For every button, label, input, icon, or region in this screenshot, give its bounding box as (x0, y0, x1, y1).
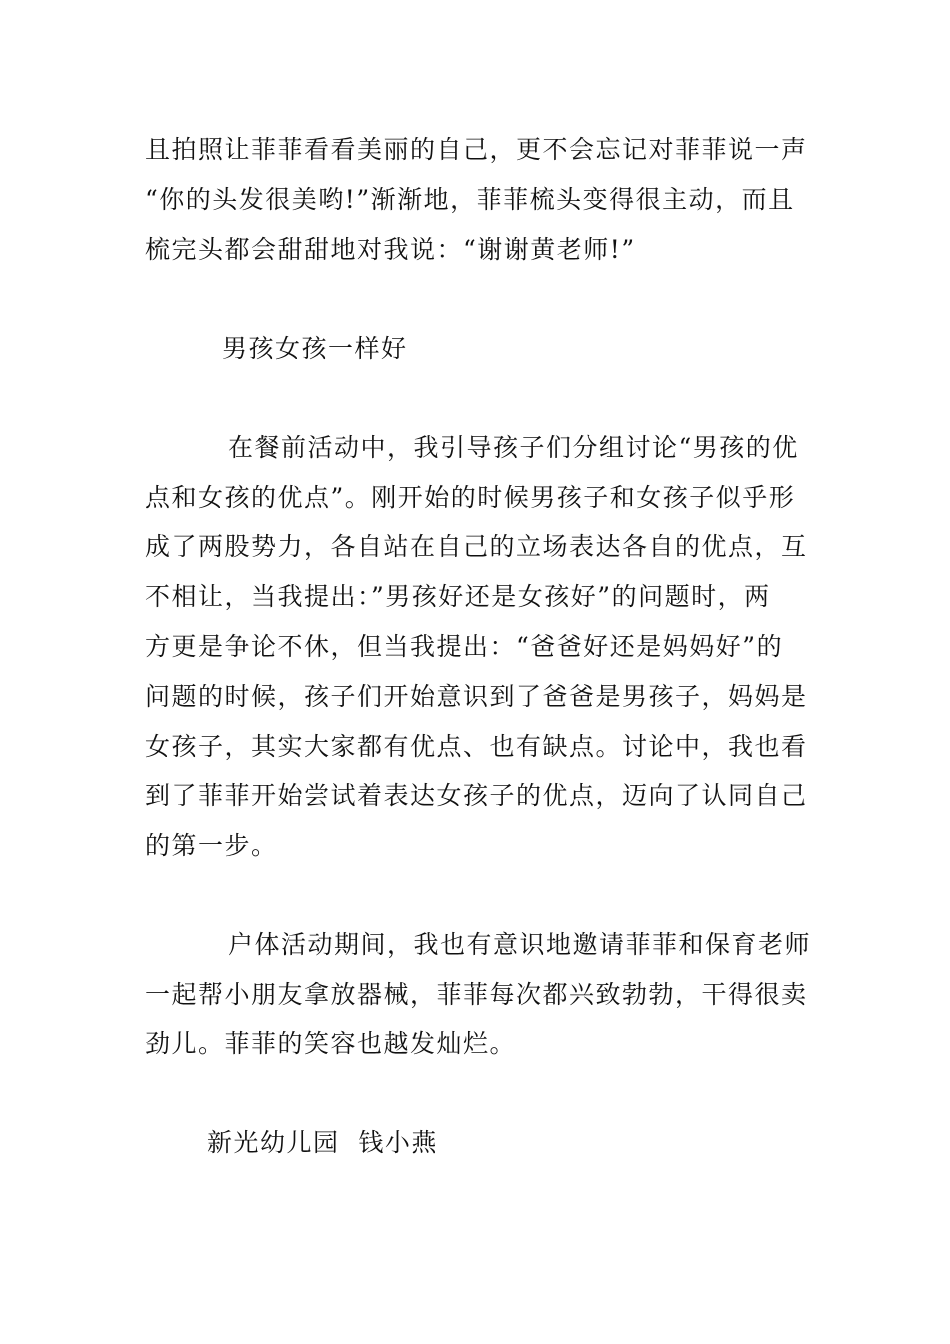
paragraph-line: 到了菲菲开始尝试着表达女孩子的优点，迈向了认同自己 (145, 781, 808, 810)
paragraph-line: 劲儿。菲菲的笑容也越发灿烂。 (145, 1029, 517, 1058)
paragraph-line: 点和女孩的优点”。刚开始的时候男孩子和女孩子似乎形 (145, 483, 796, 512)
paragraph-line: 且拍照让菲菲看看美丽的自己，更不会忘记对菲菲说一声 (145, 135, 808, 164)
paragraph-line: 方更是争论不休，但当我提出：“爸爸好还是妈妈好”的 (145, 632, 784, 661)
paragraph-line: 一起帮小朋友拿放器械，菲菲每次都兴致勃勃，干得很卖 (145, 980, 808, 1009)
paragraph-line: 问题的时候，孩子们开始意识到了爸爸是男孩子，妈妈是 (145, 682, 808, 711)
paragraph-line: 户体活动期间，我也有意识地邀请菲菲和保育老师 (228, 930, 812, 959)
paragraph-line: 在餐前活动中，我引导孩子们分组讨论“男孩的优 (228, 433, 799, 462)
paragraph-line: 不相让，当我提出：”男孩好还是女孩好”的问题时，两 (145, 582, 771, 611)
paragraph-line: “你的头发很美哟!”渐渐地，菲菲梳头变得很主动，而且 (145, 185, 795, 214)
signature: 新光幼儿园 钱小燕 (207, 1128, 438, 1157)
section-heading: 男孩女孩一样好 (222, 334, 408, 363)
paragraph-line: 梳完头都会甜甜地对我说：“谢谢黄老师!” (145, 235, 636, 264)
paragraph-line: 女孩子，其实大家都有优点、也有缺点。讨论中，我也看 (145, 732, 808, 761)
paragraph-line: 的第一步。 (145, 831, 278, 860)
paragraph-line: 成了两股势力，各自站在自己的立场表达各自的优点，互 (145, 532, 808, 561)
